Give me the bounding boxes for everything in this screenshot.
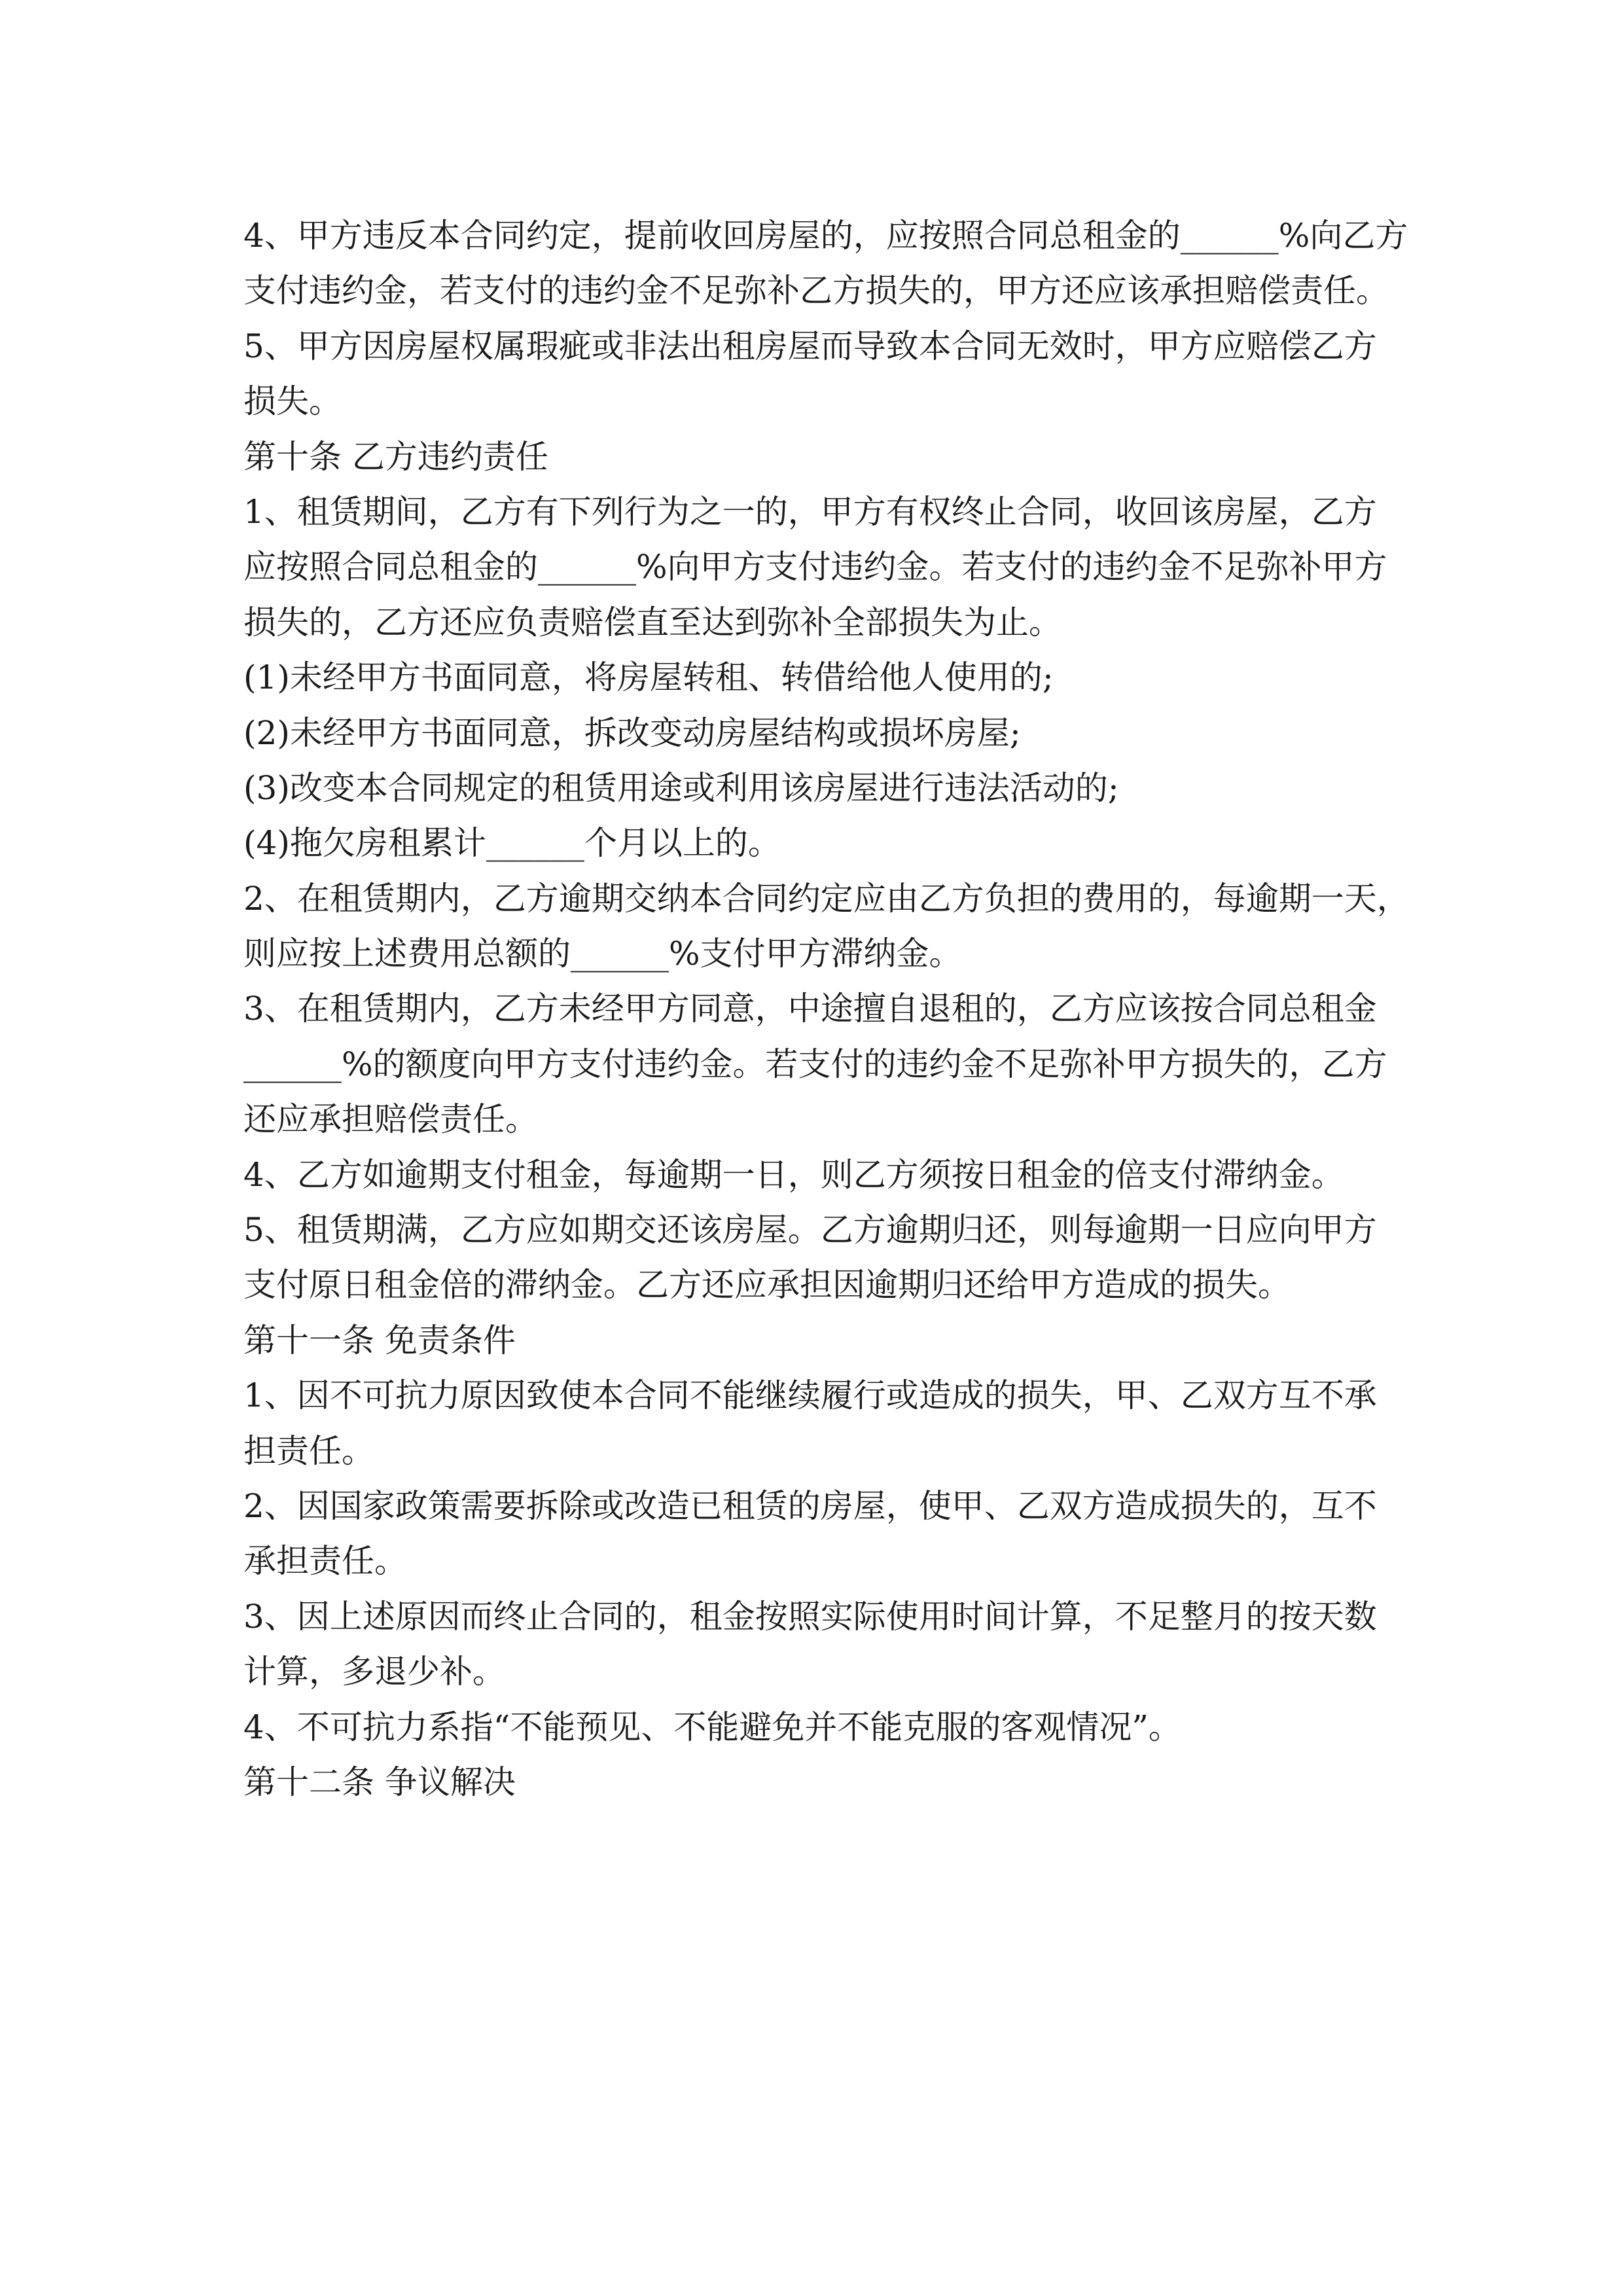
text-line: 计算，多退少补。 (243, 1653, 505, 1691)
text-line: 支付违约金，若支付的违约金不足弥补乙方损失的，甲方还应该承担赔偿责任。 (243, 272, 1389, 310)
section-heading-11: 第十一条 免责条件 (243, 1321, 516, 1359)
text-line: 损失。 (243, 382, 342, 421)
text-line: 则应按上述费用总额的______%支付甲方滞纳金。 (243, 935, 962, 973)
text-line: (4)拖欠房租累计______个月以上的。 (243, 824, 781, 863)
text-line: 还应承担赔偿责任。 (243, 1100, 538, 1139)
text-line: 损失的，乙方还应负责赔偿直至达到弥补全部损失为止。 (243, 603, 1061, 641)
text-line: 5、甲方因房屋权属瑕疵或非法出租房屋而导致本合同无效时，甲方应赔偿乙方 (243, 327, 1377, 365)
text-line: 担责任。 (243, 1431, 374, 1470)
text-line: 2、因国家政策需要拆除或改造已租赁的房屋，使甲、乙双方造成损失的，互不 (243, 1486, 1377, 1525)
text-line: (1)未经甲方书面同意，将房屋转租、转借给他人使用的; (243, 658, 1054, 697)
text-line: (2)未经甲方书面同意，拆改变动房屋结构或损坏房屋; (243, 713, 1021, 752)
text-line: ______%的额度向甲方支付违约金。若支付的违约金不足弥补甲方损失的，乙方 (243, 1045, 1387, 1083)
text-line: 5、租赁期满，乙方应如期交还该房屋。乙方逾期归还，则每逾期一日应向甲方 (243, 1211, 1377, 1249)
text-line: 支付原日租金倍的滞纳金。乙方还应承担因逾期归还给甲方造成的损失。 (243, 1266, 1291, 1304)
text-line: 1、租赁期间，乙方有下列行为之一的，甲方有权终止合同，收回该房屋，乙方 (243, 492, 1377, 531)
text-line: 3、因上述原因而终止合同的，租金按照实际使用时间计算，不足整月的按天数 (243, 1597, 1377, 1636)
section-heading-12: 第十二条 争议解决 (243, 1763, 516, 1801)
text-line: 3、在租赁期内，乙方未经甲方同意，中途擅自退租的，乙方应该按合同总租金 (243, 990, 1377, 1028)
text-line: 应按照合同总租金的______%向甲方支付违约金。若支付的违约金不足弥补甲方 (243, 548, 1387, 586)
text-line: 4、不可抗力系指“不能预见、不能避免并不能克服的客观情况”。 (243, 1708, 1181, 1746)
text-line: 4、甲方违反本合同约定，提前收回房屋的，应按照合同总租金的______%向乙方 (243, 217, 1408, 255)
text-line: (3)改变本合同规定的租赁用途或利用该房屋进行违法活动的; (243, 768, 1119, 807)
text-line: 1、因不可抗力原因致使本合同不能继续履行或造成的损失，甲、乙双方互不承 (243, 1376, 1377, 1415)
text-line: 承担责任。 (243, 1542, 407, 1581)
text-line: 2、在租赁期内，乙方逾期交纳本合同约定应由乙方负担的费用的，每逾期一天， (243, 879, 1410, 918)
text-line: 4、乙方如逾期支付租金，每逾期一日，则乙方须按日租金的倍支付滞纳金。 (243, 1155, 1344, 1194)
contract-text (243, 208, 1421, 1810)
section-heading-10: 第十条 乙方违约责任 (243, 437, 548, 476)
